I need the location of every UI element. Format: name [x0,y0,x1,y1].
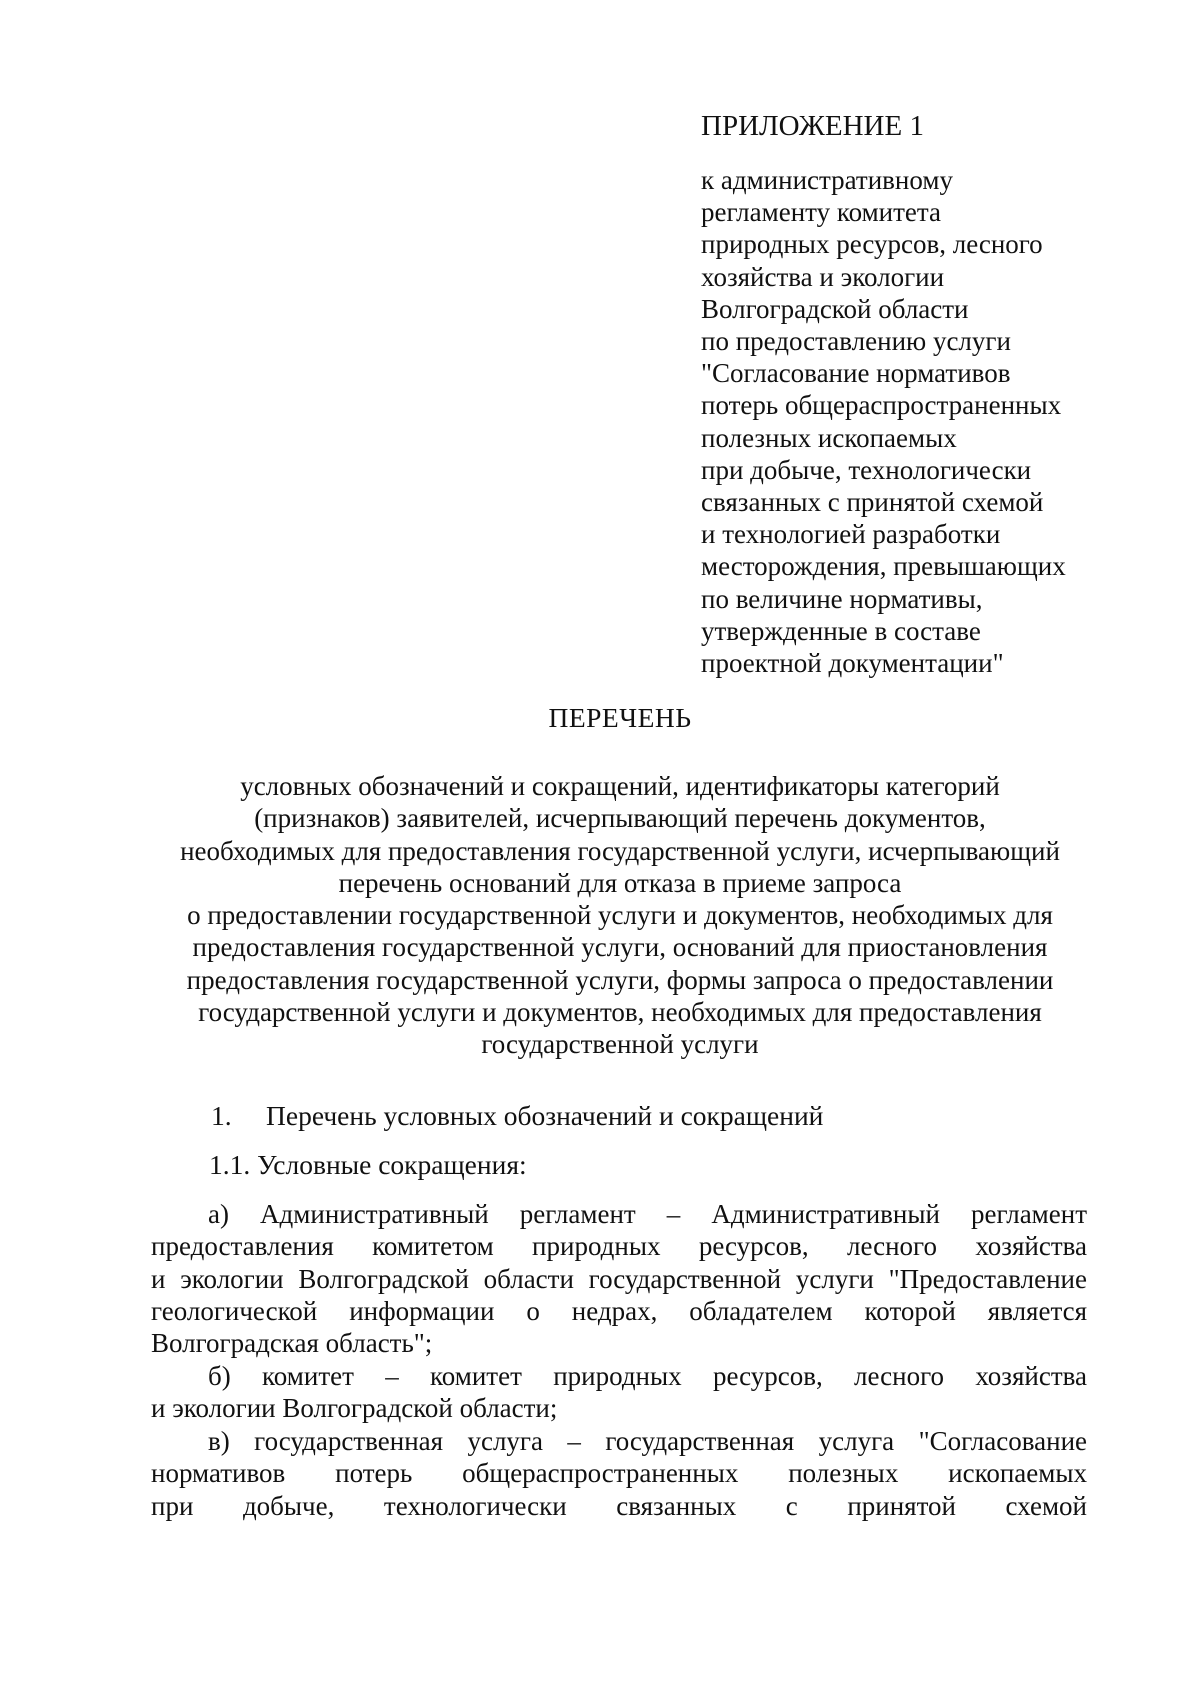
section-number: 1. [211,1100,232,1131]
appendix-header [701,108,1141,679]
appendix-line: к административному [701,165,953,195]
subsection-title: 1.1. Условные сокращения: [209,1149,527,1180]
paragraph-line: а) Административный регламент – Административный регламент [208,1199,1087,1229]
appendix-line: и технологией разработки [701,519,1001,550]
appendix-title: ПРИЛОЖЕНИЕ 1 [701,110,924,142]
appendix-line: Волгоградской области [701,293,969,324]
appendix-line: проектной документации" [701,648,1004,679]
appendix-description [701,164,1141,679]
paragraph-b [151,1360,1087,1425]
paragraph-a [151,1198,1087,1359]
document-heading: ПЕРЕЧЕНЬ [548,702,692,733]
paragraph-line: Волгоградская область"; [151,1328,433,1359]
appendix-line: по величине нормативы, [701,583,983,614]
paragraph-line: б) комитет – комитет природных ресурсов, лесного хозяйства [208,1361,1087,1391]
appendix-line: хозяйства и экологии [701,261,945,292]
document-subtitle [140,770,1100,1061]
paragraph-line: при добыче, технологически связанных с принятой схемой [151,1490,1087,1521]
appendix-line: регламенту комитета [701,197,942,228]
subtitle-line: (признаков) заявителей, исчерпывающий перечень документов, [254,803,986,834]
subtitle-line: перечень оснований для отказа в приеме запроса [338,867,902,898]
subtitle-line: государственной услуги и документов, необходимых для предоставления [198,997,1042,1028]
paragraph-line: в) государственная услуга – государственная услуга "Согласование [208,1426,1087,1456]
subtitle-line: о предоставлении государственной услуги и документов, необходимых для [187,900,1053,931]
appendix-line: природных ресурсов, лесного [701,229,1043,260]
paragraph-line: геологической информации о недрах, обладателем которой является [151,1295,1087,1326]
subtitle-line: условных обозначений и сокращений, идентификаторы категорий [240,771,1000,801]
appendix-line: утвержденные в составе [701,615,981,646]
appendix-line: потерь общераспространенных [701,390,1062,421]
appendix-line: месторождения, превышающих [701,551,1066,582]
appendix-line: по предоставлению услуги [701,326,1011,357]
subtitle-line: необходимых для предоставления государственной услуги, исчерпывающий [180,835,1060,866]
subtitle-line: предоставления государственной услуги, оснований для приостановления [192,932,1048,963]
appendix-line: "Согласование нормативов [701,358,1011,389]
paragraph-line: и экологии Волгоградской области государственной услуги "Предоставление [151,1263,1087,1294]
appendix-line: при добыче, технологически [701,454,1032,485]
section-title: Перечень условных обозначений и сокращений [266,1100,824,1131]
paragraph-line: предоставления комитетом природных ресурсов, лесного хозяйства [151,1231,1087,1262]
appendix-line: связанных с принятой схемой [701,487,1044,518]
subtitle-line: государственной услуги [481,1029,759,1060]
appendix-line: полезных ископаемых [701,422,957,453]
paragraph-v [151,1425,1087,1522]
subtitle-line: предоставления государственной услуги, формы запроса о предоставлении [186,964,1054,995]
paragraph-line: и экологии Волгоградской области; [151,1393,558,1424]
paragraph-line: нормативов потерь общераспространенных полезных ископаемых [151,1458,1087,1489]
